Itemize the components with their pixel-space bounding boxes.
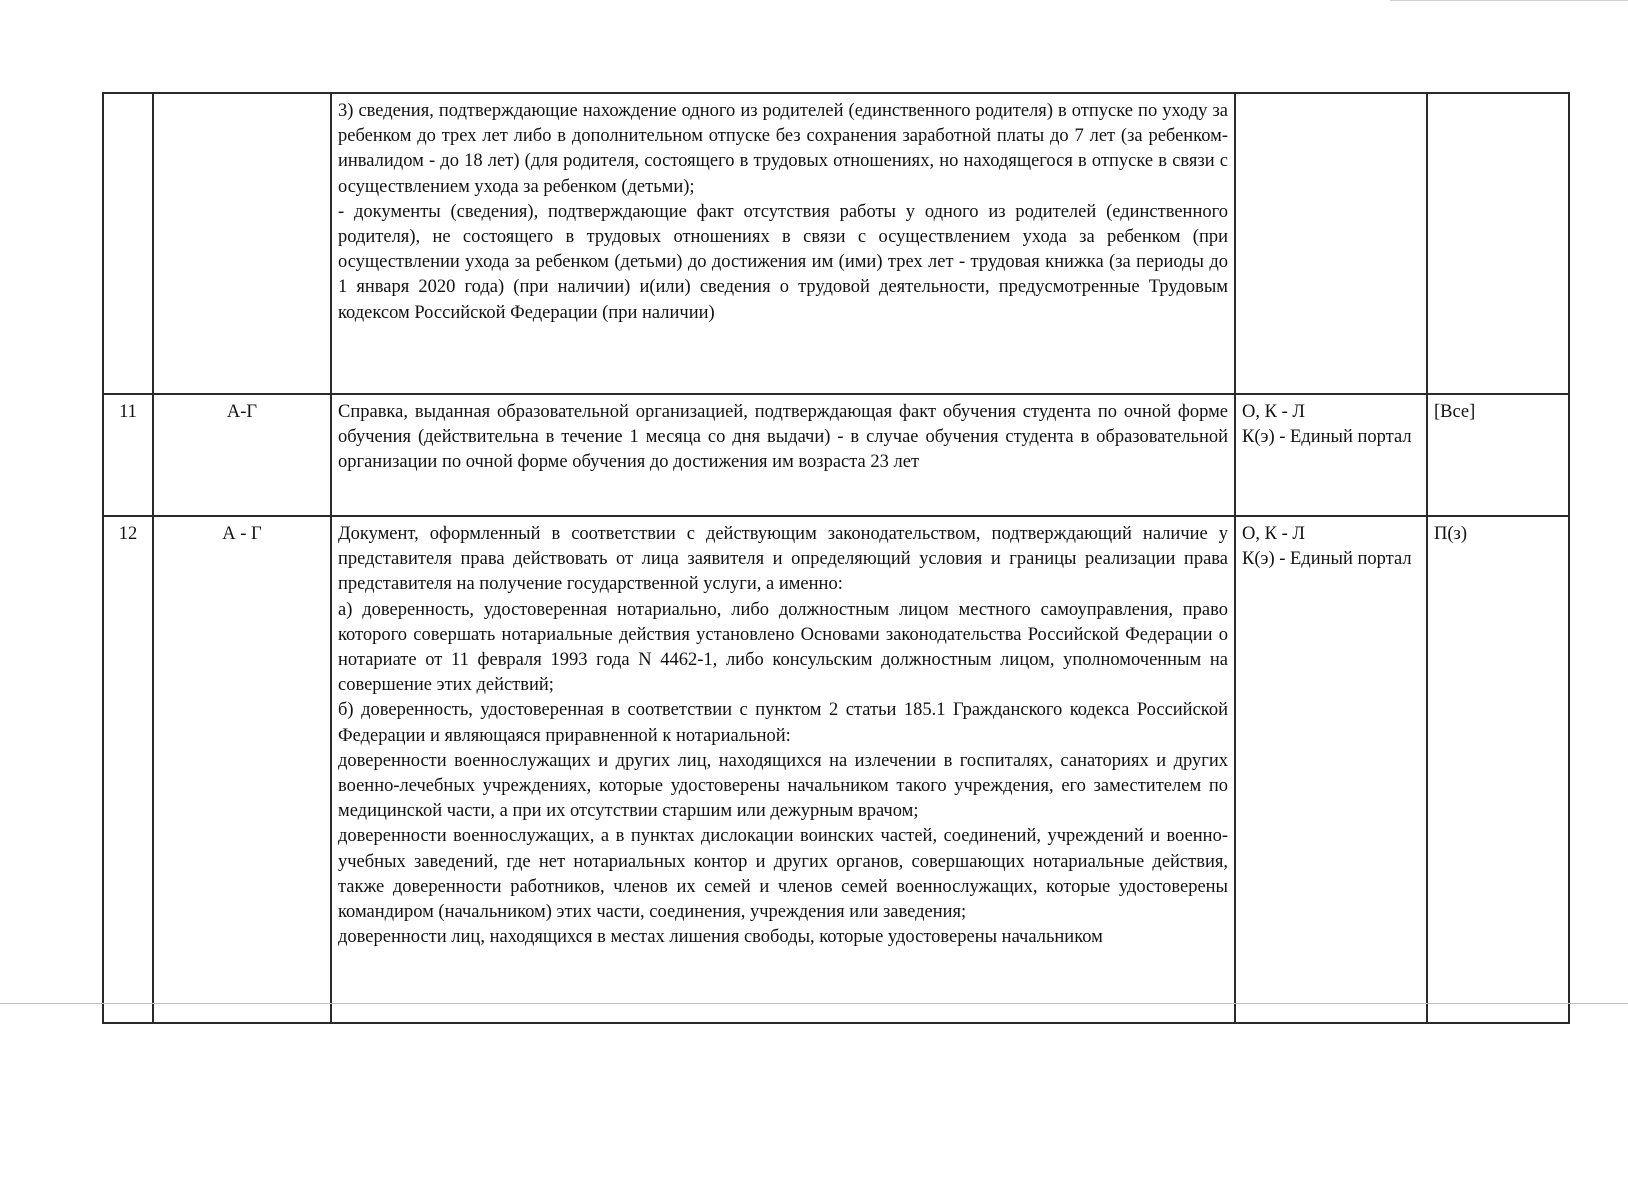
category-cell: А-Г xyxy=(153,394,331,516)
row-number-cell: 12 xyxy=(103,516,153,1023)
description-cell xyxy=(331,93,1235,394)
description-paragraph: 3) сведения, подтверждающие нахождение одного из родителей (единственного родителя) в отпуске по уходу за ребенком до трех лет либо в дополнительном отпуске без сохранения заработной платы до 7 лет (за ребенком-инвалидом - до 18 лет) (для родителя, состоящего в трудовых отношениях, но находящегося в отпуске в связи с осуществлением ухода за ребенком (детьми); xyxy=(338,101,1228,197)
description-cell xyxy=(331,394,1235,516)
form-line: О, К - Л xyxy=(1242,402,1305,422)
description-paragraph: а) доверенность, удостоверенная нотариально, либо должностным лицом местного самоуправления, право которого совершать нотариальные действия установлено Основами законодательства Российской Федерации о нотариате от 11 февраля 1993 года N 4462-1, либо консульским должностным лицом, уполномоченным на совершение этих действий; xyxy=(338,599,1228,696)
documents-table xyxy=(102,92,1570,1024)
description-cell xyxy=(331,516,1235,1023)
submission-form-cell xyxy=(1235,93,1427,394)
description-paragraph: доверенности военнослужащих, а в пунктах дислокации воинских частей, соединений, учреждений и военно-учебных заведений, где нет нотариальных контор и других органов, совершающих нотариальные действия, также доверенности работников, членов их семей и членов семей военнослужащих, которые удостоверены командиром (начальником) этих части, соединения, учреждения или заведения; xyxy=(338,826,1228,923)
applicant-cell xyxy=(1427,93,1569,394)
category-cell xyxy=(153,93,331,394)
form-line: К(э) - Единый портал xyxy=(1242,427,1412,448)
description-paragraph: Документ, оформленный в соответствии с действующим законодательством, подтверждающий наличие у представителя права действовать от лица заявителя и определяющий условия и границы реализации права представителя на получение государственной услуги, а именно: xyxy=(338,524,1228,595)
table-row-12 xyxy=(103,516,1569,1023)
scan-artifact-line xyxy=(0,1003,1628,1004)
table-row-continuation xyxy=(103,93,1569,394)
description-paragraph: Справка, выданная образовательной организацией, подтверждающая факт обучения студента по очной форме обучения (действительна в течение 1 месяца со дня выдачи) - в случае обучения студента в образовательной организации по очной форме обучения до достижения им возраста 23 лет xyxy=(338,402,1228,473)
applicant-cell: [Все] xyxy=(1427,394,1569,516)
form-line: О, К - Л xyxy=(1242,524,1305,544)
description-paragraph: доверенности лиц, находящихся в местах лишения свободы, которые удостоверены начальником xyxy=(338,927,1103,948)
description-paragraph: б) доверенность, удостоверенная в соответствии с пунктом 2 статьи 185.1 Гражданского кодекса Российской Федерации и являющаяся приравненной к нотариальной: xyxy=(338,700,1228,746)
row-number-cell xyxy=(103,93,153,394)
table-row-11 xyxy=(103,394,1569,516)
submission-form-cell xyxy=(1235,394,1427,516)
applicant-cell: П(з) xyxy=(1427,516,1569,1023)
row-number-cell: 11 xyxy=(103,394,153,516)
description-paragraph: - документы (сведения), подтверждающие факт отсутствия работы у одного из родителей (единственного родителя), не состоящего в трудовых отношениях в связи с осуществлением ухода за ребенком (при осуществлении ухода за ребенком (детьми) до достижения им (ими) трех лет - трудовая книжка (за периоды до 1 января 2020 года) (при наличии) и(или) сведения о трудовой деятельности, предусмотренные Трудовым кодексом Российской Федерации (при наличии) xyxy=(338,201,1228,323)
form-line: К(э) - Единый портал xyxy=(1242,549,1412,570)
category-cell: А - Г xyxy=(153,516,331,1023)
submission-form-cell xyxy=(1235,516,1427,1023)
description-paragraph: доверенности военнослужащих и других лиц, находящихся на излечении в госпиталях, санаториях и других военно-лечебных учреждениях, которые удостоверены начальником такого учреждения, его заместителем по медицинской части, а при их отсутствии старшим или дежурным врачом; xyxy=(338,750,1228,822)
scan-artifact-line xyxy=(1390,0,1628,1)
description-clip xyxy=(338,522,1228,1018)
